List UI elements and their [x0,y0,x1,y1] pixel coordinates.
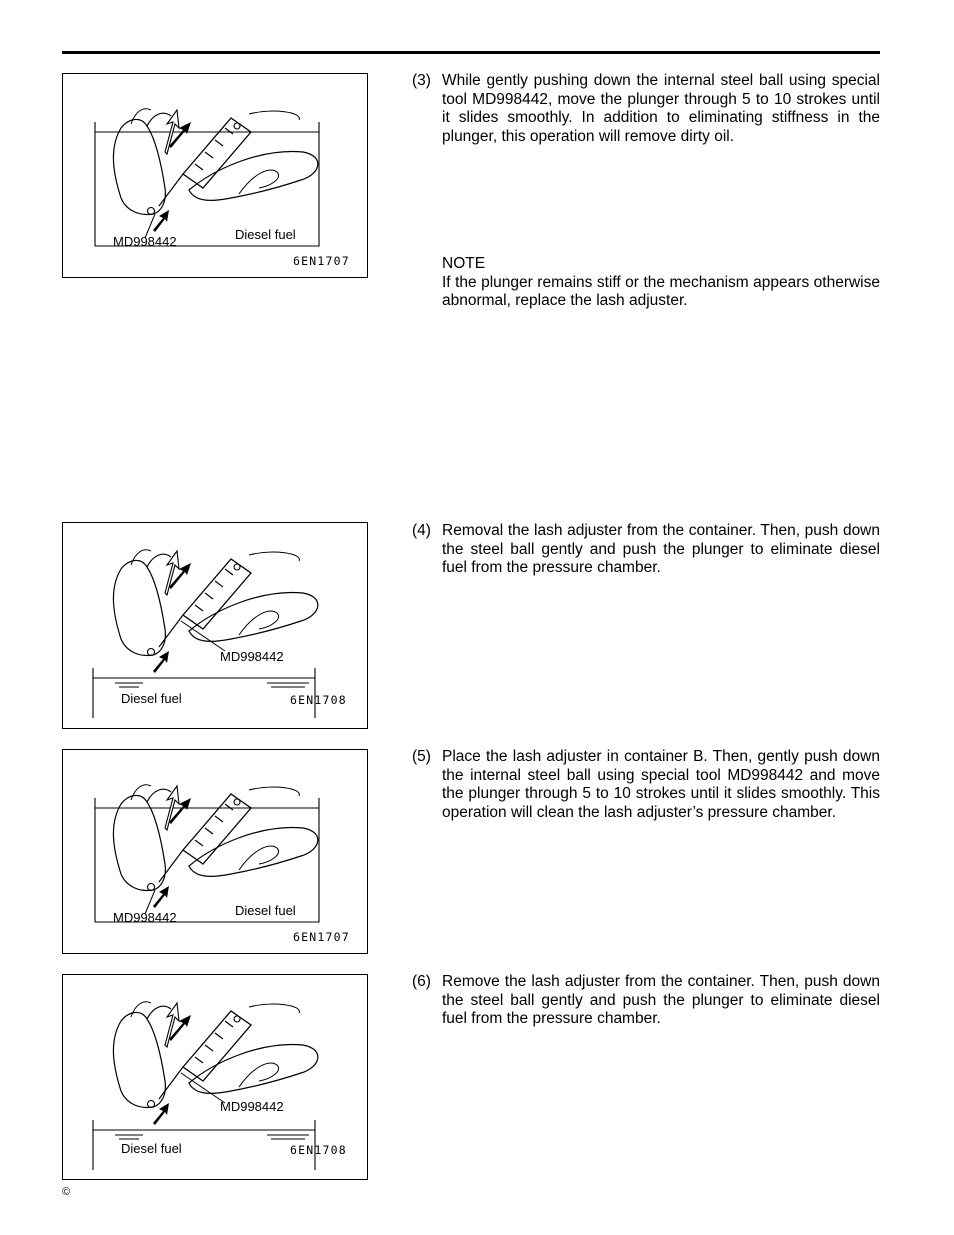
note-block [442,255,880,311]
figure-6en1708-a [62,522,368,729]
step-text: Place the lash adjuster in container B. Then, gently push down the internal steel ball using special tool MD998442 and move the plunger through 5 to 10 strokes until it slides smoothly. This operation will clean the lash adjuster’s pressure chamber. [442,748,880,822]
note-heading: NOTE [442,255,486,272]
step-6 [412,973,880,1029]
step-text: Removal the lash adjuster from the container. Then, push down the steel ball gently and push the plunger to eliminate diesel fuel from the pressure chamber. [442,522,880,577]
step-text: While gently pushing down the internal steel ball using special tool MD998442, move the plunger through 5 to 10 strokes until it slides smoothly. In addition to eliminating stiffness in the plunger, this operation will remove dirty oil. [442,72,880,146]
figure-6en1707-a [62,73,368,278]
step-number: (5) [412,748,431,765]
step-5 [412,748,880,823]
illustration-submerged [63,750,369,955]
tool-label: MD998442 [220,649,284,664]
step-number: (6) [412,973,431,990]
fuel-label: Diesel fuel [235,227,296,242]
step-3 [412,72,880,147]
step-number: (4) [412,522,431,539]
figure-code: 6EN1707 [293,254,350,268]
copyright-mark: © [62,1186,71,1198]
tool-label: MD998442 [220,1099,284,1114]
note-text: If the plunger remains stiff or the mechanism appears otherwise abnormal, replace the lash adjuster. [442,273,880,310]
step-text: Remove the lash adjuster from the container. Then, push down the steel ball gently and push the plunger to eliminate diesel fuel from the pressure chamber. [442,973,880,1028]
figure-code: 6EN1708 [290,1143,347,1157]
fuel-label: Diesel fuel [121,1141,182,1156]
header-rule [62,51,880,54]
step-number: (3) [412,72,431,89]
illustration-submerged [63,74,369,279]
figure-6en1707-b [62,749,368,954]
figure-6en1708-b [62,974,368,1180]
figure-code: 6EN1707 [293,930,350,944]
step-4 [412,522,880,578]
figure-code: 6EN1708 [290,693,347,707]
tool-label: MD998442 [113,910,177,925]
tool-label: MD998442 [113,234,177,249]
fuel-label: Diesel fuel [121,691,182,706]
fuel-label: Diesel fuel [235,903,296,918]
